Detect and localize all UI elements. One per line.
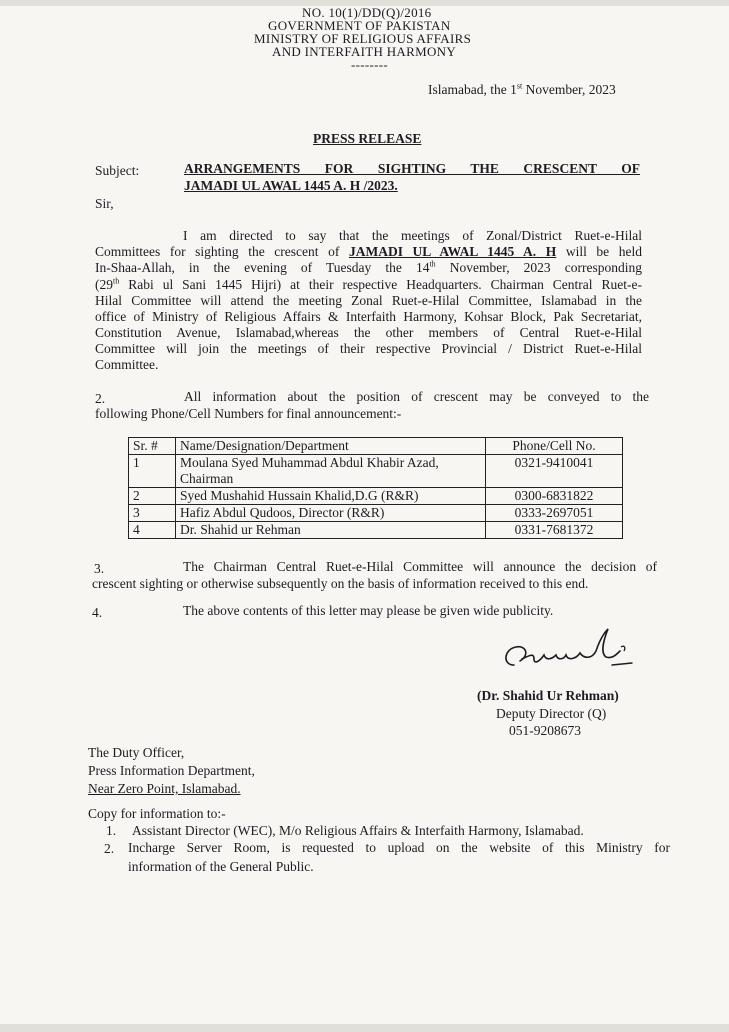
date-line: Islamabad, the 1st November, 2023	[428, 81, 616, 97]
signatory-phone: 051-9208673	[509, 723, 581, 738]
recipient-line-2: Press Information Department,	[88, 763, 255, 778]
para1-line-1: I am directed to say that the meetings of Zonal/District Ruet-e-Hilal	[183, 228, 642, 243]
cell-name: Syed Mushahid Hussain Khalid,D.G (R&R)	[176, 488, 486, 505]
cell-sr: 1	[129, 455, 176, 488]
page-title: PRESS RELEASE	[313, 131, 422, 146]
header-ministry-2: AND INTERFAITH HARMONY	[272, 44, 457, 59]
cell-name: Hafiz Abdul Qudoos, Director (R&R)	[176, 505, 486, 522]
header-sr: Sr. #	[129, 438, 176, 455]
cell-sr: 3	[129, 505, 176, 522]
header-divider: --------	[351, 57, 389, 72]
table-header-row	[129, 438, 623, 455]
copy-item-2-text: Incharge Server Room, is requested to upload on the website of this Ministry for	[128, 840, 670, 855]
para3-number: 3.	[94, 561, 105, 576]
para1-line-5: Hilal Committee will attend the meeting Zonal Ruet-e-Hilal Committee, Islamabad in the	[95, 293, 642, 308]
cell-phone: 0321-9410041	[486, 455, 623, 488]
para1-line-3: In-Shaa-Allah, in the evening of Tuesday the 14th November, 2023 corresponding	[95, 260, 642, 275]
ref-number: NO. 10(1)/DD(Q)/2016	[302, 5, 432, 20]
para1-line-2: Committees for sighting the crescent of JAMADI UL AWAL 1445 A. H will be held	[95, 244, 642, 259]
cell-phone: 0300-6831822	[486, 488, 623, 505]
cell-sr: 2	[129, 488, 176, 505]
subject-line-2: JAMADI UL AWAL 1445 A. H /2023.	[184, 178, 398, 193]
copy-item-1-number: 1.	[106, 823, 117, 838]
para1-line-8: Committee will join the meetings of their respective Provincial / District Ruet-e-Hilal	[95, 341, 642, 356]
para2-line-1: All information about the position of crescent may be conveyed to the	[184, 389, 649, 404]
scan-edge-bottom	[0, 1024, 729, 1032]
cell-name	[176, 455, 486, 488]
signatory-designation: Deputy Director (Q)	[496, 706, 607, 721]
contacts-table	[128, 437, 623, 539]
cell-phone: 0331-7681372	[486, 522, 623, 539]
para1-line-7: Constitution Avenue, Islamabad,whereas the other members of Central Ruet-e-Hilal	[95, 325, 642, 340]
header-phone: Phone/Cell No.	[486, 438, 623, 455]
cell-name-line: Moulana Syed Muhammad Abdul Khabir Azad,	[180, 455, 439, 470]
copy-heading: Copy for information to:-	[88, 806, 226, 821]
signatory-name: (Dr. Shahid Ur Rehman)	[477, 688, 619, 703]
recipient-line-1: The Duty Officer,	[88, 745, 185, 760]
recipient-line-3: Near Zero Point, Islamabad.	[88, 781, 241, 796]
cell-name: Dr. Shahid ur Rehman	[176, 522, 486, 539]
para1-line-4: (29th Rabi ul Sani 1445 Hijri) at their respective Headquarters. Chairman Central Ruet-e-	[95, 277, 642, 292]
subject-label: Subject:	[95, 163, 140, 178]
subject-line-1: ARRANGEMENTS FOR SIGHTING THE CRESCENT OF	[184, 161, 640, 176]
header-name: Name/Designation/Department	[176, 438, 486, 455]
table-row	[129, 488, 623, 505]
para4-text: The above contents of this letter may please be given wide publicity.	[183, 603, 554, 618]
para2-number: 2.	[95, 391, 106, 406]
para4-number: 4.	[92, 605, 103, 620]
para1-line-9: Committee.	[95, 357, 159, 372]
para1-line-6: office of Ministry of Religious Affairs & Interfaith Harmony, Kohsar Block, Pak Secretariat,	[95, 309, 642, 324]
para3-line-2: crescent sighting or otherwise subsequently on the basis of information received to this end.	[92, 576, 589, 591]
table-row	[129, 522, 623, 539]
copy-item-2-text-2: information of the General Public.	[128, 859, 314, 874]
table-row	[129, 455, 623, 488]
signature-icon	[500, 625, 640, 683]
copy-item-1-text: Assistant Director (WEC), M/o Religious Affairs & Interfaith Harmony, Islamabad.	[132, 823, 584, 838]
para2-line-2: following Phone/Cell Numbers for final announcement:-	[95, 406, 402, 421]
cell-phone: 0333-2697051	[486, 505, 623, 522]
para3-line-1: The Chairman Central Ruet-e-Hilal Committee will announce the decision of	[183, 559, 657, 574]
header-ministry: MINISTRY OF RELIGIOUS AFFAIRS	[254, 31, 472, 46]
copy-item-2-number: 2.	[104, 841, 115, 856]
header-government: GOVERNMENT OF PAKISTAN	[268, 18, 451, 33]
table-row	[129, 505, 623, 522]
salutation: Sir,	[95, 196, 114, 211]
cell-sr: 4	[129, 522, 176, 539]
cell-name-line-2: Chairman	[180, 471, 234, 486]
